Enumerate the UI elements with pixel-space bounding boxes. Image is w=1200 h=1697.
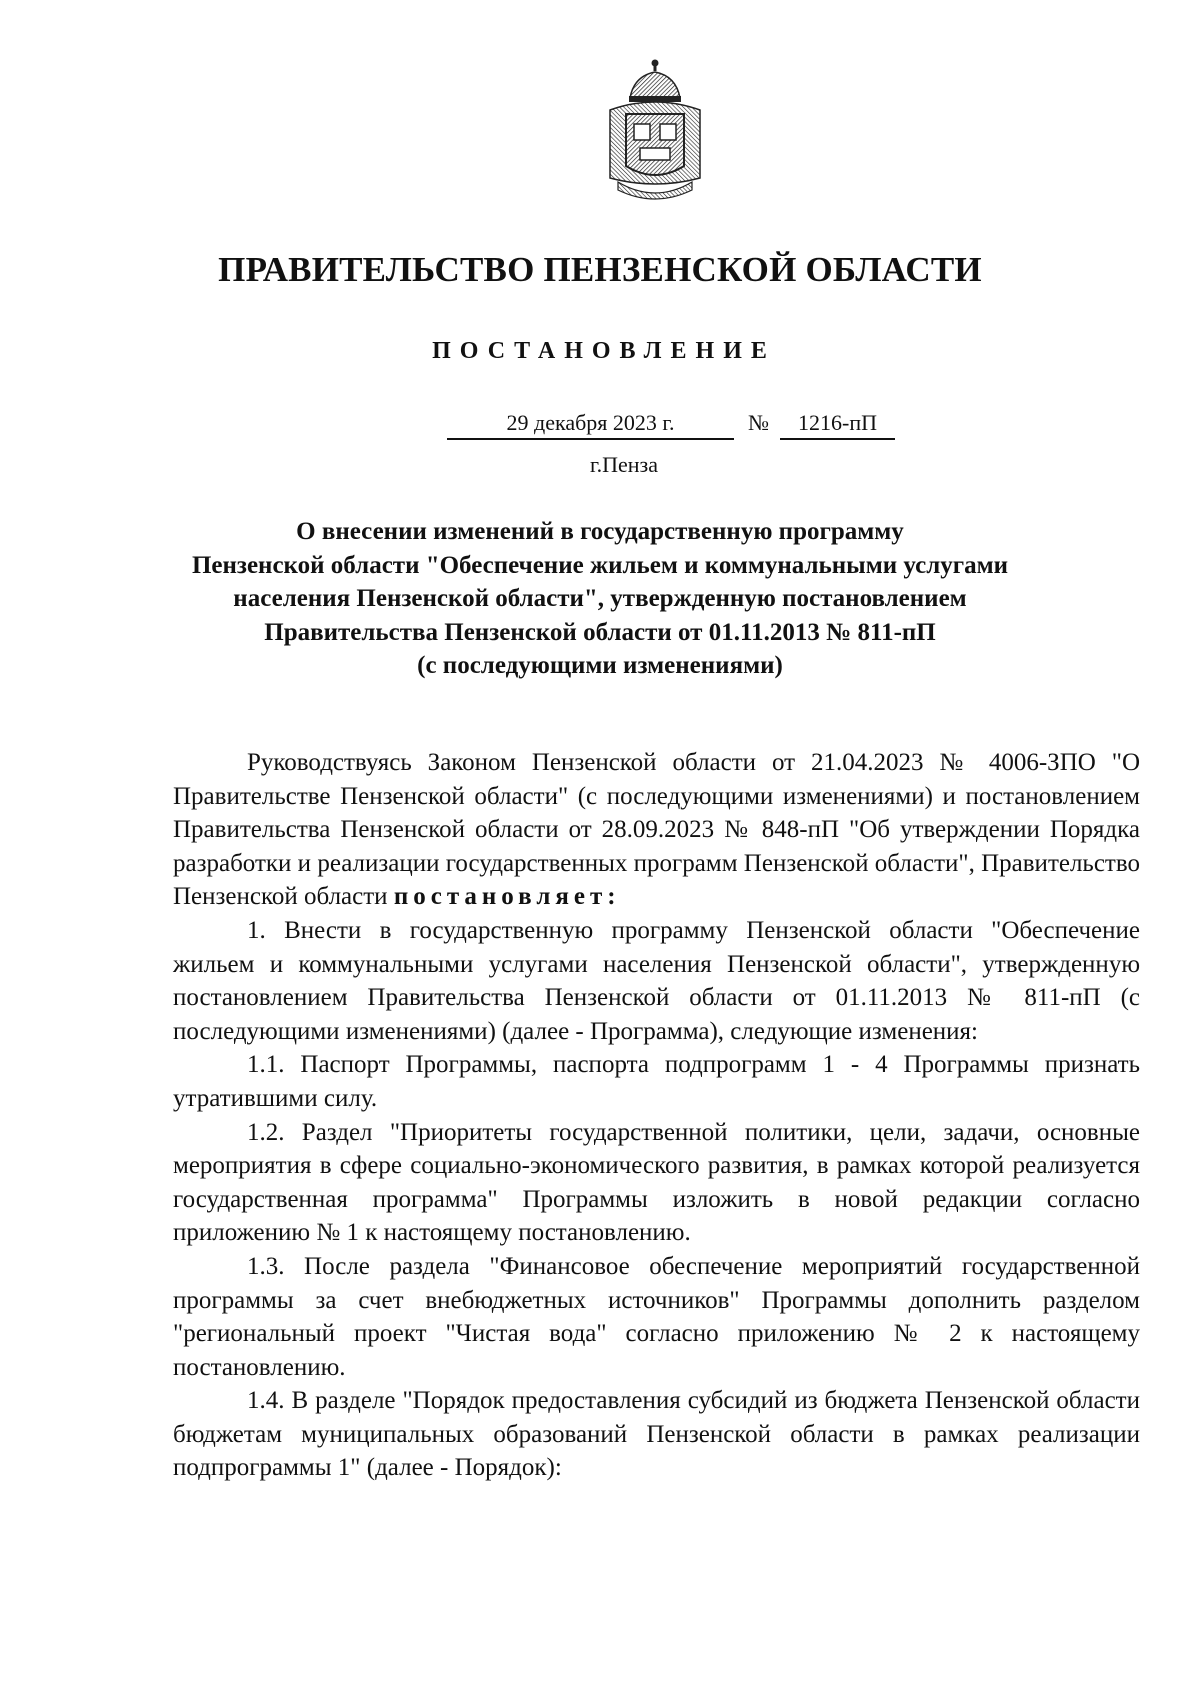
item-paragraph: 1. Внести в государственную программу Пензенской области "Обеспечение жильем и коммунальными услугами населения Пензенской области", утвержденную постановлением Правительства Пензенской области от 01.11.2013 № 811-пП (с последующими изменениями) (далее - Программа), следующие изменения: xyxy=(173,916,1140,1045)
preamble-text: Руководствуясь Законом Пензенской области от 21.04.2023 № 4006-ЗПО "О Правительстве Пензенской области" (с последующими изменениями) и постановлением Правительства Пензенской области от 28.09.2023 № 848-пП "Об утверждении Порядка разработки и реализации государственных программ Пензенской области", Правительство Пензенской области xyxy=(173,749,1140,911)
date-number-row xyxy=(447,410,897,442)
subject-line: О внесении изменений в государственную программу xyxy=(296,518,904,545)
subject-line: Правительства Пензенской области от 01.11.2013 № 811-пП xyxy=(264,618,936,646)
document-type: ПОСТАНОВЛЕНИЕ xyxy=(432,338,776,364)
item-paragraph: 1.1. Паспорт Программы, паспорта подпрограмм 1 - 4 Программы признать утратившими силу. xyxy=(173,1051,1140,1112)
document-date: 29 декабря 2023 г. xyxy=(447,410,734,440)
decree-word: постановляет: xyxy=(393,883,621,911)
coat-of-arms-icon xyxy=(604,58,706,206)
document-subject xyxy=(150,515,1050,683)
document-number: 1216-пП xyxy=(780,410,895,440)
subject-line: Пензенской области "Обеспечение жильем и коммунальными услугами xyxy=(191,551,1009,579)
number-sign: № xyxy=(748,410,769,435)
preamble-paragraph xyxy=(173,746,1140,914)
government-title: ПРАВИТЕЛЬСТВО ПЕНЗЕНСКОЙ ОБЛАСТИ xyxy=(218,250,982,289)
document-city: г.Пенза xyxy=(590,452,658,477)
subject-line: населения Пензенской области", утвержденную постановлением xyxy=(233,585,967,612)
subject-line: (с последующими изменениями) xyxy=(417,652,783,679)
item-paragraph: 1.2. Раздел "Приоритеты государственной политики, цели, задачи, основные мероприятия в сфере социально-экономического развития, в рамках которой реализуется государственная программа" Программы изложить в новой редакции согласно приложению № 1 к настоящему постановлению. xyxy=(173,1118,1140,1247)
item-paragraph: 1.3. После раздела "Финансовое обеспечение мероприятий государственной программы за счет внебюджетных источников" Программы дополнить разделом "региональный проект "Чистая вода" согласно приложению № 2 к настоящему постановлению. xyxy=(173,1252,1140,1381)
document-body xyxy=(173,746,1140,1485)
item-paragraph: 1.4. В разделе "Порядок предоставления субсидий из бюджета Пензенской области бюджетам муниципальных образований Пензенской области в рамках реализации подпрограммы 1" (далее - Порядок): xyxy=(173,1387,1140,1482)
